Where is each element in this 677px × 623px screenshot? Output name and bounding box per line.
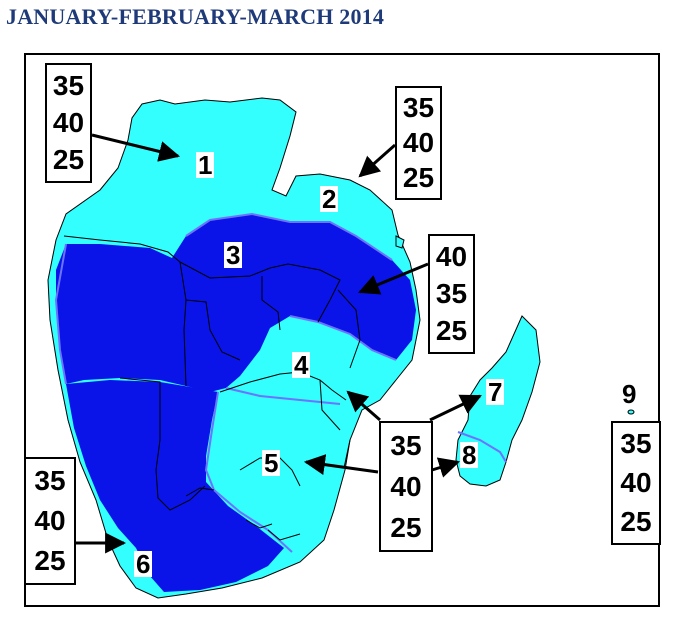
- region-label-5: 5: [264, 448, 279, 478]
- box6-below: 25: [34, 545, 66, 576]
- box9-normal: 40: [620, 466, 652, 498]
- box9-above: 35: [620, 428, 652, 460]
- box4578-below: 25: [390, 511, 422, 543]
- probability-box-9: [611, 421, 661, 545]
- box1-below: 25: [52, 144, 85, 176]
- box2-above: 35: [402, 91, 435, 123]
- box9-below: 25: [620, 505, 652, 537]
- box3-below: 25: [435, 315, 468, 347]
- box1-above: 35: [52, 69, 85, 101]
- box6-normal: 40: [34, 505, 66, 536]
- region-label-1: 1: [198, 150, 213, 180]
- box1-normal: 40: [52, 106, 85, 138]
- region-label-4: 4: [294, 350, 309, 380]
- region-label-3: 3: [226, 240, 241, 270]
- box6-above: 35: [34, 465, 66, 496]
- region-label-7: 7: [488, 377, 503, 407]
- probability-box-6: [24, 457, 76, 585]
- box4578-normal: 40: [390, 470, 422, 502]
- map-title: JANUARY-FEBRUARY-MARCH 2014: [6, 4, 385, 29]
- region-label-2: 2: [322, 184, 337, 214]
- region-label-9: 9: [622, 379, 637, 409]
- region-label-6: 6: [136, 549, 151, 579]
- region-label-8: 8: [462, 440, 477, 470]
- probability-box-3: [428, 234, 475, 354]
- probability-box-2: [395, 86, 442, 200]
- probability-box-4578: [379, 421, 433, 552]
- box4578-above: 35: [390, 429, 422, 461]
- box2-below: 25: [402, 162, 435, 194]
- map-frame: [24, 53, 660, 607]
- probability-box-1: [45, 63, 92, 183]
- box3-above: 40: [435, 240, 468, 272]
- box3-normal: 35: [435, 277, 468, 309]
- box2-normal: 40: [402, 126, 435, 158]
